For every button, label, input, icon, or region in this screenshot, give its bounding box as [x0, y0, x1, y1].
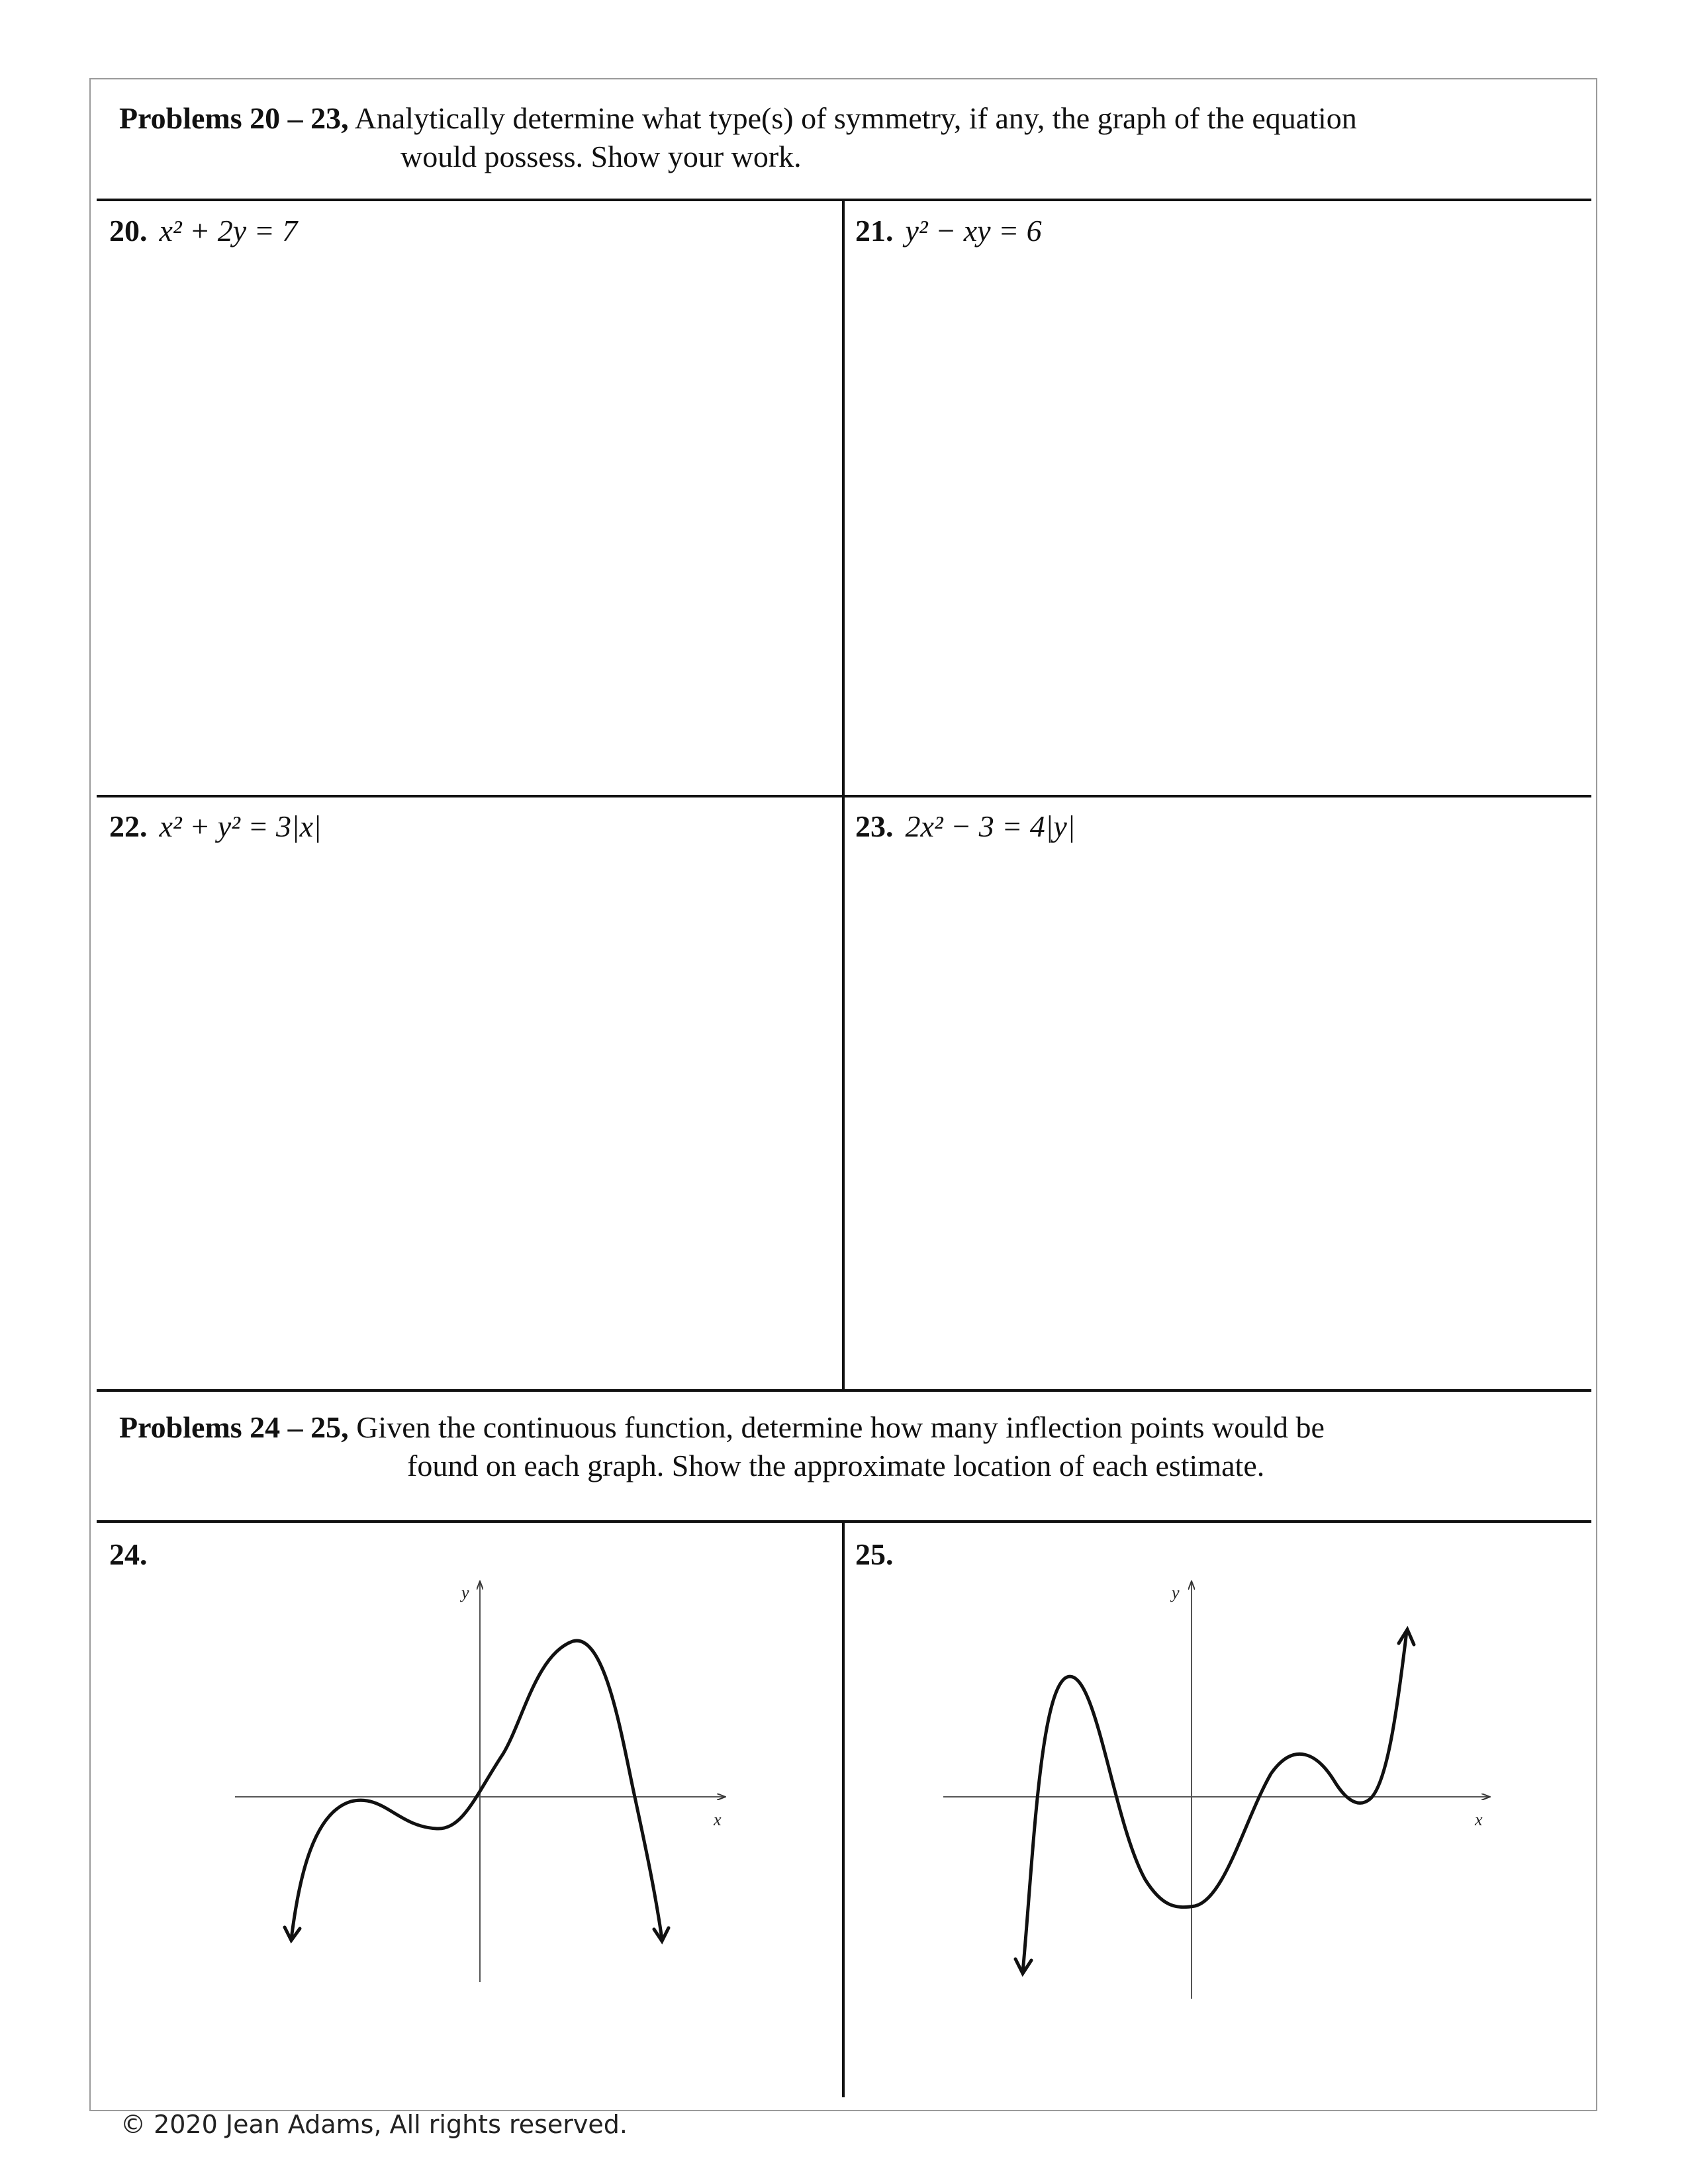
- problem-number: 22.: [109, 809, 148, 843]
- section1-instructions: [119, 99, 1357, 138]
- problem-equation: y² − xy = 6: [905, 214, 1042, 248]
- divider: [97, 795, 1591, 797]
- section2-instruction-line2: found on each graph. Show the approximate location of each estimate.: [407, 1449, 1265, 1482]
- problem-21: [855, 213, 1042, 248]
- section1-heading: Problems 20 – 23,: [119, 101, 349, 135]
- section1-instruction-line1: Analytically determine what type(s) of symmetry, if any, the graph of the equation: [354, 101, 1357, 135]
- problem-number: 21.: [855, 214, 894, 248]
- graph-24: [225, 1575, 741, 1999]
- section1-instruction-line2: would possess. Show your work.: [400, 140, 802, 173]
- problem-number: 24.: [109, 1537, 148, 1571]
- x-axis-label: x: [714, 1810, 722, 1829]
- section2-instruction-line1: Given the continuous function, determine how many inflection points would be: [356, 1410, 1325, 1444]
- y-axis-label: y: [1172, 1583, 1180, 1602]
- problem-equation: x² + y² = 3|x|: [159, 809, 322, 843]
- problem-equation: x² + 2y = 7: [159, 214, 298, 248]
- problem-equation: 2x² − 3 = 4|y|: [905, 809, 1076, 843]
- function-curve: [291, 1641, 662, 1939]
- problem-22: [109, 809, 322, 844]
- function-curve: [1023, 1631, 1407, 1972]
- problem-20: [109, 213, 297, 248]
- section2-instructions: [119, 1408, 1325, 1447]
- x-axis-label: x: [1475, 1810, 1483, 1829]
- problem-25: [855, 1537, 906, 1572]
- y-axis-label: y: [461, 1583, 469, 1602]
- column-divider: [842, 1522, 845, 2097]
- graph-25: [933, 1575, 1503, 2012]
- problem-number: 25.: [855, 1537, 894, 1571]
- section2-heading: Problems 24 – 25,: [119, 1410, 349, 1444]
- problem-24: [109, 1537, 160, 1572]
- problem-number: 23.: [855, 809, 894, 843]
- divider: [97, 1389, 1591, 1392]
- problem-number: 20.: [109, 214, 148, 248]
- copyright-footer: © 2020 Jean Adams, All rights reserved.: [120, 2110, 628, 2139]
- problem-23: [855, 809, 1076, 844]
